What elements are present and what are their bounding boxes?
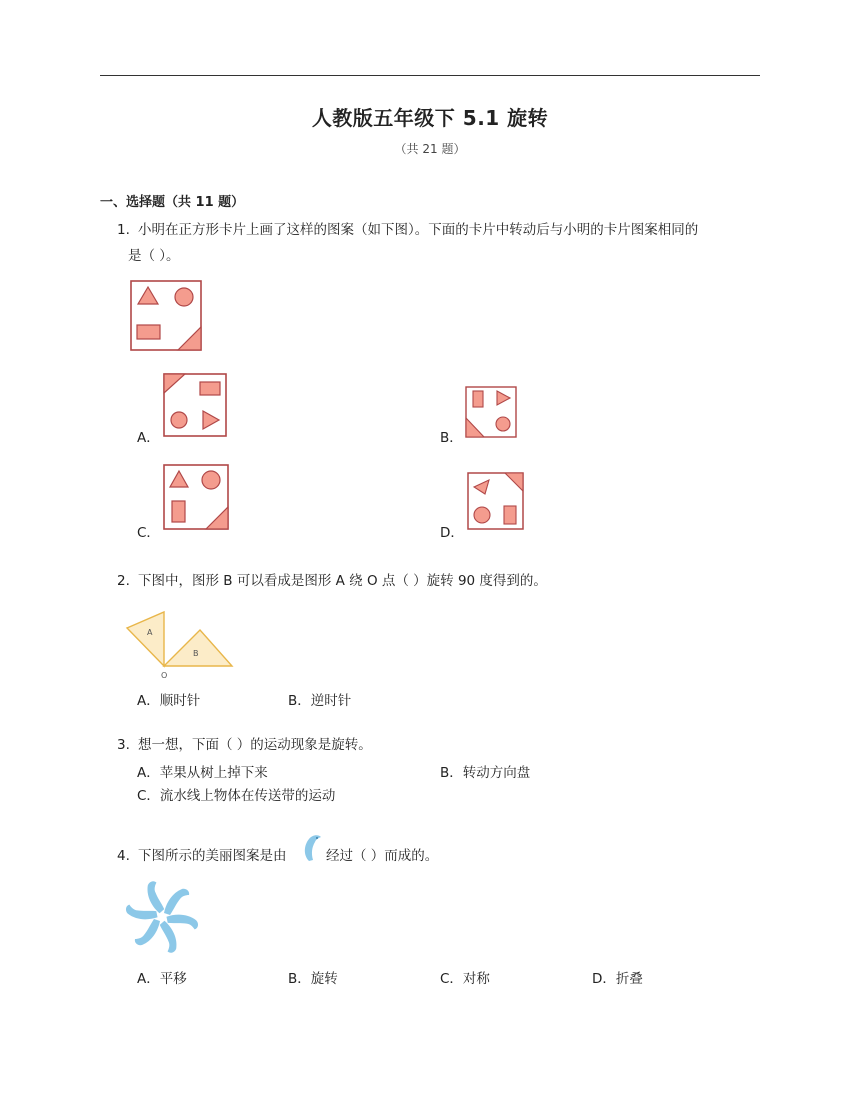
question-4-text-before: 下图所示的美丽图案是由 xyxy=(138,848,287,864)
q4-option-d[interactable]: D．折叠 xyxy=(592,971,643,987)
question-2-number: 2. xyxy=(117,573,130,589)
section-heading: 一、选择题（共 11 题） xyxy=(100,195,245,210)
question-1-text-line1: 小明在正方形卡片上画了这样的图案（如下图）。下面的卡片中转动后与小明的卡片图案相同的 xyxy=(138,222,699,238)
question-1-number: 1. xyxy=(117,222,130,238)
rectangle-shape xyxy=(200,382,220,395)
triangle-a xyxy=(127,612,164,666)
q3-option-b[interactable]: B．转动方向盘 xyxy=(440,765,531,781)
fish-blade xyxy=(135,919,160,945)
header-rule xyxy=(100,75,760,76)
circle-shape xyxy=(474,507,490,523)
question-4-text-after: 经过（ ）而成的。 xyxy=(326,848,439,864)
q4-option-a[interactable]: A．平移 xyxy=(137,971,187,987)
question-2-text: 下图中，图形 B 可以看成是图形 A 绕 O 点（ ）旋转 90 度得到的。 xyxy=(138,573,547,589)
q1-option-a-label[interactable]: A． xyxy=(137,430,160,446)
fish-pinwheel-pattern xyxy=(128,883,196,951)
circle-shape xyxy=(496,417,510,431)
circle-shape xyxy=(171,412,187,428)
triangle-b xyxy=(164,630,232,666)
question-3-number: 3. xyxy=(117,737,130,753)
rectangle-shape xyxy=(504,506,516,524)
fish-icon xyxy=(301,833,323,863)
question-3-text: 想一想，下面（ ）的运动现象是旋转。 xyxy=(138,737,372,753)
q4-option-b[interactable]: B．旋转 xyxy=(288,971,338,987)
circle-shape xyxy=(202,471,220,489)
q2-option-a[interactable]: A．顺时针 xyxy=(137,693,201,709)
question-1-text-line2: 是（ ）。 xyxy=(128,248,180,264)
question-4-number: 4. xyxy=(117,848,130,864)
q3-option-c[interactable]: C．流水线上物体在传送带的运动 xyxy=(137,788,336,804)
fish-blade xyxy=(164,889,189,915)
q1-option-a-card[interactable] xyxy=(163,373,227,437)
q1-option-c-label[interactable]: C． xyxy=(137,525,160,541)
q1-option-b-label[interactable]: B． xyxy=(440,430,463,446)
q1-option-d-label[interactable]: D． xyxy=(440,525,464,541)
label-a: A xyxy=(147,628,153,637)
q4-option-c[interactable]: C．对称 xyxy=(440,971,490,987)
q2-rotation-figure xyxy=(124,610,236,682)
q1-reference-card xyxy=(130,280,202,352)
rectangle-shape xyxy=(172,501,185,522)
page-subtitle: （共 21 题） xyxy=(394,142,466,156)
page-title: 人教版五年级下 5.1 旋转 xyxy=(311,106,549,130)
label-o: O xyxy=(161,671,168,680)
q3-option-a[interactable]: A．苹果从树上掉下来 xyxy=(137,765,268,781)
circle-shape xyxy=(175,288,193,306)
q1-option-c-card[interactable] xyxy=(163,464,229,530)
q2-option-b[interactable]: B．逆时针 xyxy=(288,693,352,709)
q1-option-d-card[interactable] xyxy=(467,472,524,530)
q1-option-b-card[interactable] xyxy=(465,386,517,438)
rectangle-shape xyxy=(137,325,160,339)
label-b: B xyxy=(193,649,199,658)
rectangle-shape xyxy=(473,391,483,407)
